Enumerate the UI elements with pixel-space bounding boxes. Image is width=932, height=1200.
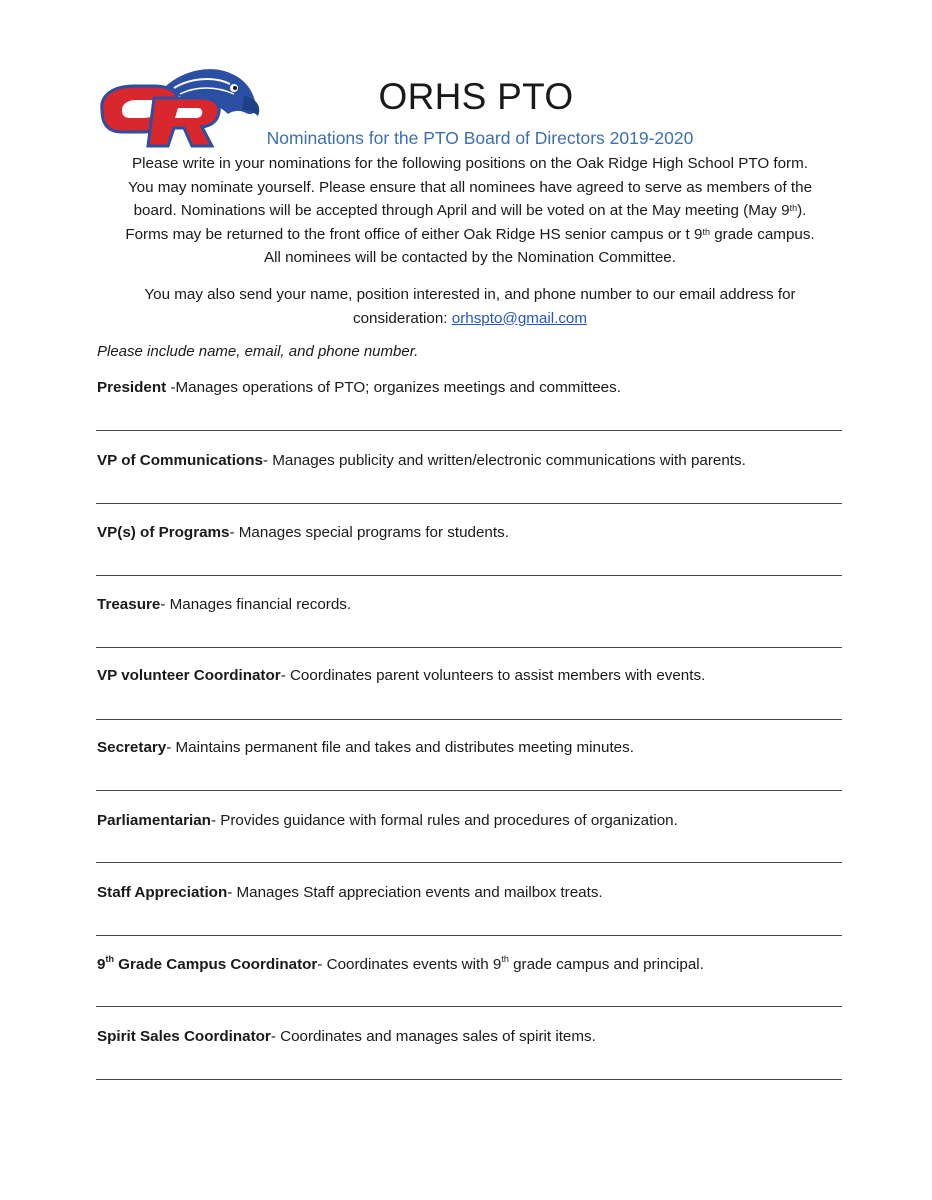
- position-9th-grade-campus-coordinator: 9th Grade Campus Coordinator- Coordinates events with 9th grade campus and principal.: [97, 954, 704, 973]
- position-treasure: Treasure- Manages financial records.: [97, 596, 352, 613]
- contact-line: consideration: orhspto@gmail.com: [352, 309, 588, 327]
- email-link[interactable]: orhspto@gmail.com: [451, 309, 588, 327]
- nomination-line-vp-programs[interactable]: [96, 575, 842, 576]
- contact-line: You may also send your name, position interested in, and phone number to our email address for: [144, 286, 796, 303]
- nomination-line-vp-communications[interactable]: [96, 503, 842, 504]
- nomination-line-spirit-sales-coordinator[interactable]: [96, 1079, 842, 1080]
- position-vp-communications: VP of Communications- Manages publicity and written/electronic communications with parents.: [97, 452, 746, 469]
- position-staff-appreciation: Staff Appreciation- Manages Staff appreciation events and mailbox treats.: [97, 884, 603, 901]
- contact-paragraph: [70, 283, 870, 330]
- position-vp-programs: VP(s) of Programs- Manages special programs for students.: [97, 524, 509, 541]
- nomination-line-secretary[interactable]: [96, 790, 842, 791]
- page-subtitle: Nominations for the PTO Board of Directors 2019-2020: [266, 128, 694, 148]
- position-spirit-sales-coordinator: Spirit Sales Coordinator- Coordinates and manages sales of spirit items.: [97, 1028, 596, 1045]
- intro-line: Please write in your nominations for the following positions on the Oak Ridge High School PTO form.: [132, 155, 808, 172]
- intro-paragraph: [70, 152, 870, 270]
- position-president: President -Manages operations of PTO; organizes meetings and committees.: [97, 379, 621, 396]
- nomination-line-vp-volunteer-coordinator[interactable]: [96, 719, 842, 720]
- page-title: ORHS PTO: [378, 76, 574, 117]
- instruction-note: Please include name, email, and phone number.: [97, 343, 419, 360]
- position-vp-volunteer-coordinator: VP volunteer Coordinator- Coordinates parent volunteers to assist members with events.: [97, 667, 706, 684]
- position-parliamentarian: Parliamentarian- Provides guidance with formal rules and procedures of organization.: [97, 812, 678, 829]
- intro-line: Forms may be returned to the front office of either Oak Ridge HS senior campus or t 9th grade campus.: [125, 225, 815, 243]
- nomination-line-president[interactable]: [96, 430, 842, 431]
- nomination-line-9th-grade-campus-coordinator[interactable]: [96, 1006, 842, 1007]
- position-secretary: Secretary- Maintains permanent file and takes and distributes meeting minutes.: [97, 739, 634, 756]
- nomination-line-treasure[interactable]: [96, 647, 842, 648]
- intro-line: You may nominate yourself. Please ensure that all nominees have agreed to serve as members of the: [127, 178, 813, 196]
- intro-line: board. Nominations will be accepted through April and will be voted on at the May meeting (May 9th).: [133, 202, 807, 219]
- nomination-line-staff-appreciation[interactable]: [96, 935, 842, 936]
- nomination-line-parliamentarian[interactable]: [96, 862, 842, 863]
- intro-line: All nominees will be contacted by the Nomination Committee.: [264, 249, 676, 266]
